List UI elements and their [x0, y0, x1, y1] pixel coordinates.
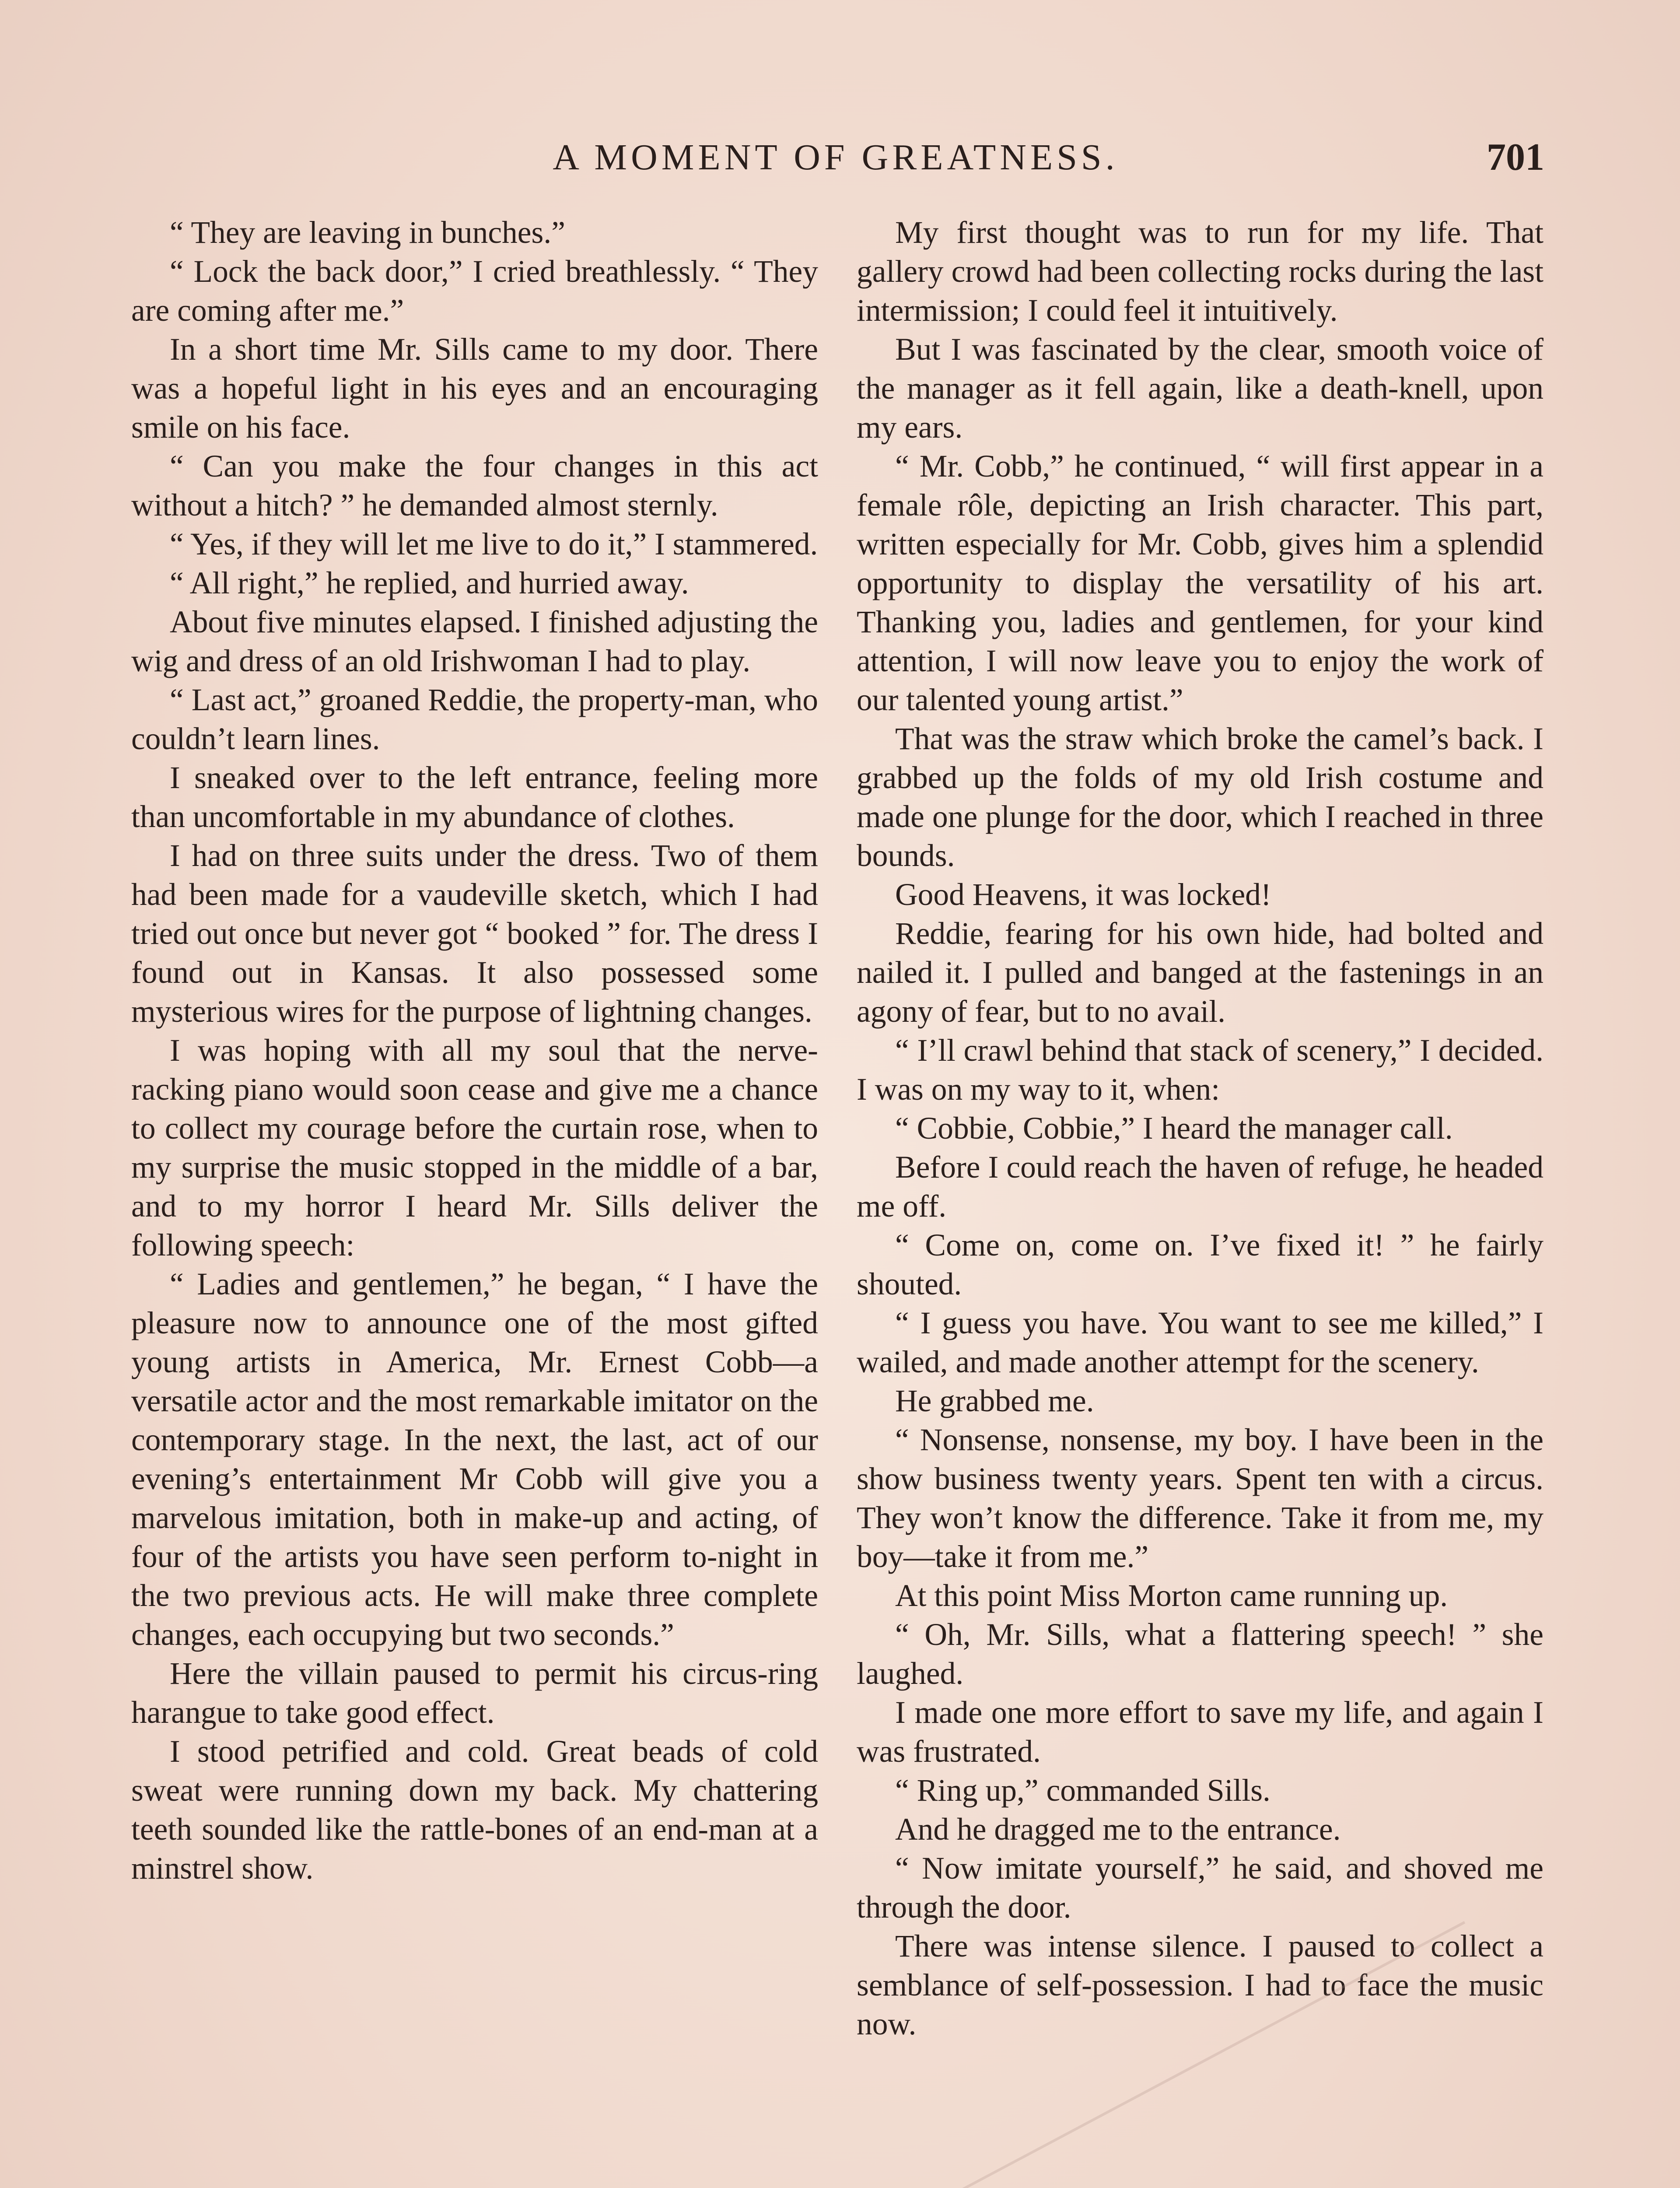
- paragraph: I made one more effort to save my life, and again I was frustrated.: [857, 1695, 1544, 1769]
- paragraph: He grabbed me.: [895, 1384, 1094, 1418]
- paragraph: “ I’ll crawl behind that stack of scenery,” I decided. I was on my way to it, when:: [857, 1033, 1544, 1107]
- paragraph: I had on three suits under the dress. Two of them had been made for a vaudeville sketch, which I had tried out once but never got “ booked ” for. The dress I found out in Kansas. It also possessed some mysterious wires for the purpose of lightning changes.: [131, 838, 818, 1029]
- paragraph: In a short time Mr. Sills came to my door. There was a hopeful light in his eyes and an encouraging smile on his face.: [131, 332, 818, 445]
- paragraph: “ Cobbie, Cobbie,” I heard the manager call.: [895, 1111, 1453, 1146]
- paragraph: “ Nonsense, nonsense, my boy. I have been in the show business twenty years. Spent ten with a circus. They won’t know the difference. Take it from me, my boy—take it from me.”: [857, 1423, 1544, 1574]
- paragraph: But I was fascinated by the clear, smooth voice of the manager as it fell again, like a death-knell, upon my ears.: [857, 332, 1544, 445]
- paragraph: “ Ring up,” commanded Sills.: [895, 1773, 1270, 1808]
- paragraph: “ Yes, if they will let me live to do it,” I stammered.: [170, 527, 818, 561]
- paragraph: There was intense silence. I paused to collect a semblance of self-possession. I had to face the music now.: [857, 1929, 1544, 2041]
- paragraph: “ They are leaving in bunches.”: [170, 215, 565, 250]
- paragraph: “ Mr. Cobb,” he continued, “ will first appear in a female rôle, depicting an Irish character. This part, written especially for Mr. Cobb, gives him a splendid opportunity to display the versatility of his art. Thanking you, ladies and gentlemen, for your kind attention, I will now leave you to enjoy the work of our talented young artist.”: [857, 449, 1544, 717]
- paragraph: About five minutes elapsed. I finished adjusting the wig and dress of an old Irishwoman I had to play.: [131, 605, 818, 678]
- paragraph: Before I could reach the haven of refuge, he headed me off.: [857, 1150, 1544, 1224]
- paragraph: Reddie, fearing for his own hide, had bolted and nailed it. I pulled and banged at the fastenings in an agony of fear, but to no avail.: [857, 916, 1544, 1029]
- right-column: [857, 213, 1544, 2044]
- paragraph: Good Heavens, it was locked!: [895, 877, 1271, 912]
- paragraph: “ Last act,” groaned Reddie, the property-man, who couldn’t learn lines.: [131, 683, 818, 756]
- page-header: [131, 133, 1544, 182]
- paragraph: That was the straw which broke the camel’s back. I grabbed up the folds of my old Irish costume and made one plunge for the door, which I reached in three bounds.: [857, 722, 1544, 873]
- paragraph: “ All right,” he replied, and hurried away.: [170, 566, 689, 600]
- page-number: 701: [1487, 136, 1544, 179]
- paragraph: “ Ladies and gentlemen,” he began, “ I have the pleasure now to announce one of the most gifted young artists in America, Mr. Ernest Cobb—a versatile actor and the most remarkable imitator on the contemporary stage. In the next, the last, act of our evening’s entertainment Mr Cobb will give you a marvelous imitation, both in make-up and acting, of four of the artists you have seen perform to-night in the two previous acts. He will make three complete changes, each occupying but two seconds.”: [131, 1267, 818, 1652]
- paragraph: I was hoping with all my soul that the nerve-racking piano would soon cease and give me a chance to collect my courage before the curtain rose, when to my surprise the music stopped in the middle of a bar, and to my horror I heard Mr. Sills deliver the following speech:: [131, 1033, 818, 1262]
- paragraph: “ Can you make the four changes in this act without a hitch? ” he demanded almost sternly.: [131, 449, 818, 522]
- paragraph: Here the villain paused to permit his circus-ring harangue to take good effect.: [131, 1656, 818, 1730]
- paragraph: “ Oh, Mr. Sills, what a flattering speech! ” she laughed.: [857, 1617, 1544, 1691]
- paragraph: And he dragged me to the entrance.: [895, 1812, 1341, 1847]
- paragraph: At this point Miss Morton came running up.: [895, 1578, 1448, 1613]
- left-column: [131, 213, 818, 1888]
- paragraph: “ Now imitate yourself,” he said, and shoved me through the door.: [857, 1851, 1544, 1925]
- paragraph: “ I guess you have. You want to see me killed,” I wailed, and made another attempt for the scenery.: [857, 1306, 1544, 1379]
- paragraph: I sneaked over to the left entrance, feeling more than uncomfortable in my abundance of clothes.: [131, 761, 818, 834]
- paragraph: “ Lock the back door,” I cried breathlessly. “ They are coming after me.”: [131, 254, 818, 328]
- paragraph: “ Come on, come on. I’ve fixed it! ” he fairly shouted.: [857, 1228, 1544, 1301]
- running-title: A MOMENT OF GREATNESS.: [553, 137, 1119, 178]
- paragraph: I stood petrified and cold. Great beads of cold sweat were running down my back. My chattering teeth sounded like the rattle-bones of an end-man at a minstrel show.: [131, 1734, 818, 1886]
- paragraph: My first thought was to run for my life. That gallery crowd had been collecting rocks during the last intermission; I could feel it intuitively.: [857, 215, 1544, 328]
